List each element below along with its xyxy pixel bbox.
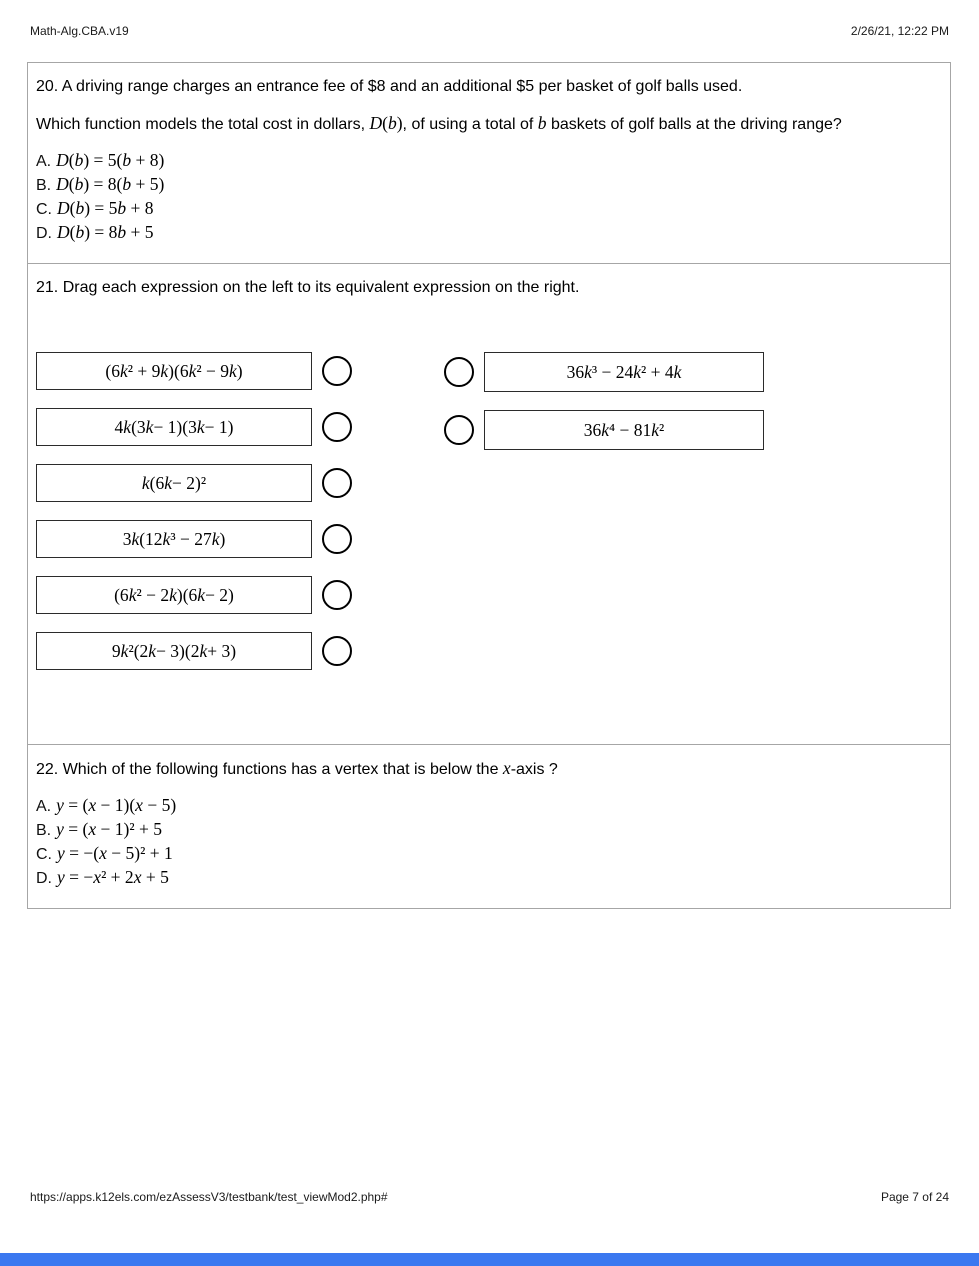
option-math: D(b) = 5(b + 8): [56, 150, 165, 170]
drag-expression[interactable]: 9 k ²(2 k − 3)(2 k + 3): [36, 632, 312, 670]
inline-math: b: [537, 113, 547, 133]
option-label: C.: [36, 201, 52, 218]
prompt-text: 22. Which of the following functions has a vertex that is below the: [36, 761, 503, 778]
answer-circle[interactable]: [322, 524, 352, 554]
prompt-text: baskets of golf balls at the driving range?: [546, 116, 842, 133]
option-c: [36, 197, 936, 221]
question-20-options: [36, 149, 936, 245]
option-math: y = (x − 1)² + 5: [56, 819, 162, 839]
bottom-bar: [0, 1253, 979, 1266]
prompt-text: , of using a total of: [402, 116, 538, 133]
option-a: [36, 794, 936, 818]
question-22-options: [36, 794, 936, 890]
question-21: [28, 264, 950, 745]
answer-circle[interactable]: [322, 412, 352, 442]
option-label: B.: [36, 822, 52, 839]
option-math: D(b) = 8(b + 5): [56, 174, 165, 194]
drag-expression[interactable]: 3 k (12 k ³ − 27 k ): [36, 520, 312, 558]
option-d: [36, 866, 936, 890]
question-20-intro: 20. A driving range charges an entrance fee of $8 and an additional $5 per basket of golf balls used.: [36, 78, 743, 95]
answer-circle[interactable]: [322, 468, 352, 498]
drop-target-circle[interactable]: [444, 357, 474, 387]
option-label: A.: [36, 798, 52, 815]
option-d: [36, 221, 936, 245]
option-label: D.: [36, 870, 52, 887]
document-title: Math-Alg.CBA.v19: [30, 24, 129, 38]
inline-math: x: [502, 758, 511, 778]
option-label: A.: [36, 153, 52, 170]
drag-row: [36, 352, 352, 390]
drag-row: [36, 576, 352, 614]
drag-row: [36, 408, 352, 446]
drag-row: [36, 464, 352, 502]
option-math: y = −(x − 5)² + 1: [57, 843, 173, 863]
drop-row: [444, 352, 764, 392]
target-expression[interactable]: 36 k ⁴ − 81 k ²: [484, 410, 764, 450]
option-c: [36, 842, 936, 866]
prompt-text: Which function models the total cost in dollars,: [36, 116, 370, 133]
question-20: [28, 63, 950, 264]
drag-expression[interactable]: (6 k ² − 2 k )(6 k − 2): [36, 576, 312, 614]
answer-circle[interactable]: [322, 356, 352, 386]
page-number: Page 7 of 24: [880, 1190, 949, 1204]
question-21-prompt: 21. Drag each expression on the left to its equivalent expression on the right.: [36, 279, 580, 296]
option-label: B.: [36, 177, 52, 194]
inline-math: D(b): [369, 113, 403, 133]
drag-expression[interactable]: k (6 k − 2)²: [36, 464, 312, 502]
drop-target-column: [444, 352, 764, 468]
footer-url: https://apps.k12els.com/ezAssessV3/testbank/test_viewMod2.php#: [30, 1190, 388, 1204]
option-b: [36, 173, 936, 197]
question-22-prompt: [36, 758, 936, 780]
question-22: [28, 745, 950, 908]
option-math: D(b) = 8b + 5: [57, 222, 154, 242]
question-20-prompt: [36, 113, 936, 135]
option-math: D(b) = 5b + 8: [57, 198, 154, 218]
drop-row: [444, 410, 764, 450]
option-b: [36, 818, 936, 842]
answer-circle[interactable]: [322, 580, 352, 610]
drop-target-circle[interactable]: [444, 415, 474, 445]
page-header: [30, 24, 949, 38]
drag-expression[interactable]: 4 k (3 k − 1)(3 k − 1): [36, 408, 312, 446]
drag-row: [36, 520, 352, 558]
drag-row: [36, 632, 352, 670]
target-expression[interactable]: 36 k ³ − 24 k ² + 4 k: [484, 352, 764, 392]
drag-source-column: [36, 352, 352, 688]
page-footer: [30, 1190, 949, 1204]
option-math: y = −x² + 2x + 5: [57, 867, 169, 887]
drag-and-drop-area: [36, 352, 936, 688]
questions-container: [27, 62, 951, 909]
option-label: C.: [36, 846, 52, 863]
timestamp: 2/26/21, 12:22 PM: [850, 24, 949, 38]
drag-expression[interactable]: (6 k ² + 9 k )(6 k ² − 9 k ): [36, 352, 312, 390]
option-math: y = (x − 1)(x − 5): [56, 795, 177, 815]
option-a: [36, 149, 936, 173]
option-label: D.: [36, 225, 52, 242]
answer-circle[interactable]: [322, 636, 352, 666]
prompt-text: -axis ?: [510, 761, 558, 778]
